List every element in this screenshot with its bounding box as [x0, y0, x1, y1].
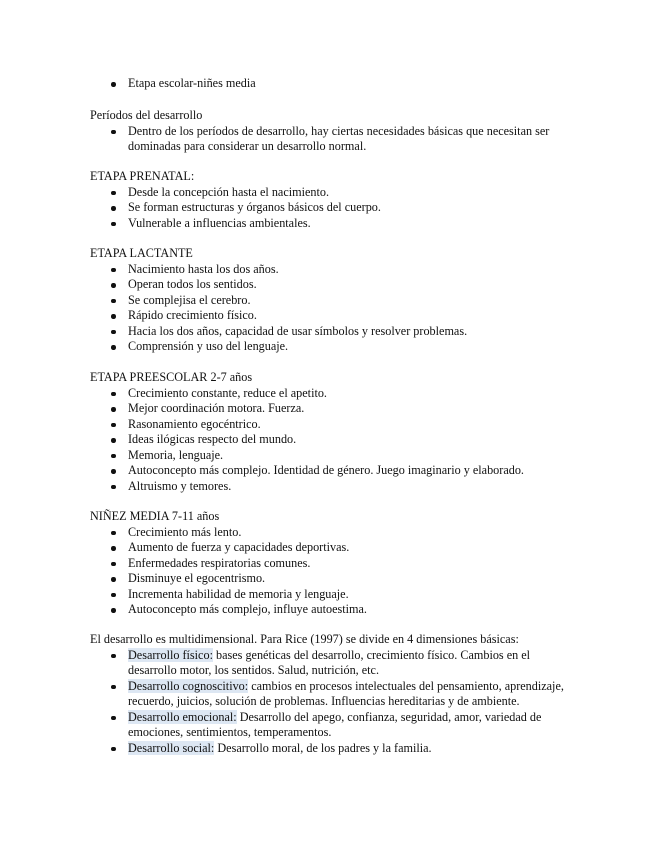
list-item: Nacimiento hasta los dos años.: [90, 262, 570, 278]
bullet-icon: [111, 438, 116, 443]
prenatal-section: [90, 169, 570, 231]
bullet-icon: [111, 469, 116, 474]
bullet-icon: [111, 299, 116, 304]
list-item: Se forman estructuras y órganos básicos del cuerpo.: [90, 200, 570, 216]
list-item: Aumento de fuerza y capacidades deportivas.: [90, 540, 570, 556]
highlighted-term: Desarrollo social:: [128, 740, 215, 755]
bullet-icon: [111, 345, 116, 350]
list-item: Rasonamiento egocéntrico.: [90, 417, 570, 433]
bullet-icon: [111, 593, 116, 598]
list-item: Desde la concepción hasta el nacimiento.: [90, 185, 570, 201]
list-item: Se complejisa el cerebro.: [90, 293, 570, 309]
bullet-icon: [111, 268, 116, 273]
list-item: Crecimiento constante, reduce el apetito.: [90, 386, 570, 402]
section-heading: ETAPA LACTANTE: [90, 246, 193, 260]
ninez-media-section: [90, 509, 570, 618]
bullet-icon: [111, 407, 116, 412]
bullet-icon: [111, 454, 116, 459]
list-item: Etapa escolar-niñes media: [90, 76, 570, 92]
bullet-icon: [111, 747, 116, 752]
list-item: Comprensión y uso del lenguaje.: [90, 339, 570, 355]
list-item: Rápido crecimiento físico.: [90, 308, 570, 324]
section-heading: ETAPA PREESCOLAR 2-7 años: [90, 370, 253, 384]
bullet-icon: [111, 531, 116, 536]
bullet-icon: [111, 283, 116, 288]
list-item: Dentro de los períodos de desarrollo, hay ciertas necesidades básicas que necesitan ser dominadas para considerar un desarrollo normal.: [90, 124, 570, 155]
bullet-icon: [111, 206, 116, 211]
list-item: Altruismo y temores.: [90, 479, 570, 495]
list-item: Desarrollo emocional: Desarrollo del apego, confianza, seguridad, amor, variedad de emociones, sentimientos, temperamentos.: [90, 710, 570, 741]
bullet-icon: [111, 130, 116, 135]
list-item: Incrementa habilidad de memoria y lenguaje.: [90, 587, 570, 603]
list-item: Vulnerable a influencias ambientales.: [90, 216, 570, 232]
list-item: Memoria, lenguaje.: [90, 448, 570, 464]
bullet-icon: [111, 330, 116, 335]
section-heading: El desarrollo es multidimensional. Para Rice (1997) se divide en 4 dimensiones básicas:: [90, 632, 519, 646]
list-item: Enfermedades respiratorias comunes.: [90, 556, 570, 572]
list-item: Autoconcepto más complejo. Identidad de género. Juego imaginario y elaborado.: [90, 463, 570, 479]
bullet-icon: [111, 654, 116, 659]
bullet-icon: [111, 191, 116, 196]
list-item: Autoconcepto más complejo, influye autoestima.: [90, 602, 570, 618]
bullet-icon: [111, 314, 116, 319]
preescolar-section: [90, 370, 570, 494]
list-item: Crecimiento más lento.: [90, 525, 570, 541]
bullet-icon: [111, 608, 116, 613]
bullet-icon: [111, 82, 116, 87]
section-heading: NIÑEZ MEDIA 7-11 años: [90, 509, 220, 523]
list-item: Desarrollo físico: bases genéticas del desarrollo, crecimiento físico. Cambios en el desarrollo motor, los sentidos. Salud, nutrición, etc.: [90, 648, 570, 679]
list-item: Hacia los dos años, capacidad de usar símbolos y resolver problemas.: [90, 324, 570, 340]
periodos-section: [90, 108, 570, 155]
bullet-icon: [111, 716, 116, 721]
bullet-icon: [111, 392, 116, 397]
highlighted-term: Desarrollo emocional:: [128, 709, 237, 724]
list-item: Operan todos los sentidos.: [90, 277, 570, 293]
list-item: Desarrollo cognoscitivo: cambios en procesos intelectuales del pensamiento, aprendizaje, recuerdo, juicios, solución de problemas. Influencias hereditarias y de ambiente.: [90, 679, 570, 710]
bullet-icon: [111, 546, 116, 551]
list-item: Mejor coordinación motora. Fuerza.: [90, 401, 570, 417]
bullet-icon: [111, 562, 116, 567]
list-item: Desarrollo social: Desarrollo moral, de los padres y la familia.: [90, 741, 570, 757]
bullet-icon: [111, 485, 116, 490]
list-item: Disminuye el egocentrismo.: [90, 571, 570, 587]
bullet-icon: [111, 222, 116, 227]
highlighted-term: Desarrollo físico:: [128, 647, 213, 662]
dimensiones-section: [90, 632, 570, 756]
highlighted-term: Desarrollo cognoscitivo:: [128, 678, 249, 693]
intro-section: [90, 76, 570, 92]
bullet-icon: [111, 577, 116, 582]
lactante-section: [90, 246, 570, 355]
section-heading: Períodos del desarrollo: [90, 108, 203, 122]
bullet-icon: [111, 423, 116, 428]
bullet-icon: [111, 685, 116, 690]
list-item: Ideas ilógicas respecto del mundo.: [90, 432, 570, 448]
section-heading: ETAPA PRENATAL:: [90, 169, 195, 183]
